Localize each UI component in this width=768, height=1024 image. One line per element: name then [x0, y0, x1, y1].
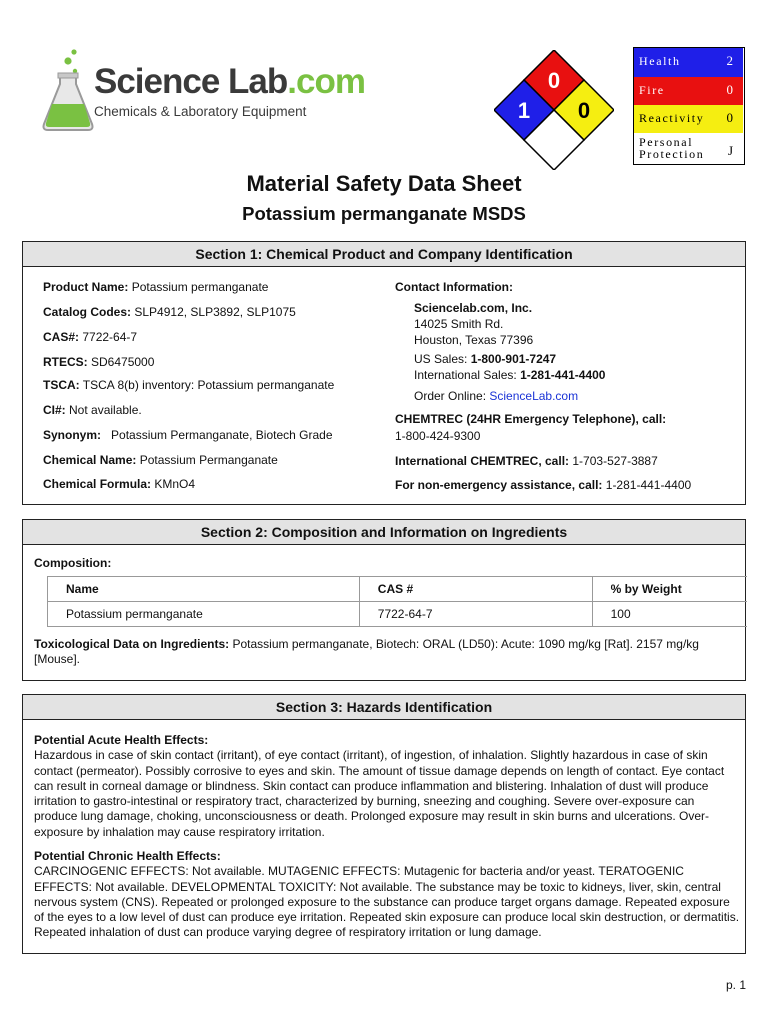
section-2 — [22, 519, 746, 681]
nfpa-health-value: 1 — [517, 98, 531, 123]
chronic-health-effects-label: Potential Chronic Health Effects: — [34, 849, 221, 863]
acute-health-effects-text: Hazardous in case of skin contact (irritant), of eye contact (irritant), of ingestion, of inhalation. Slightly hazardous in case of skin contact (permeator). Possibly corrosive to eyes and skin. The amount of tissue damage depends on length of contact. Eye contact can result in corneal damage or blindness. Skin contact can produce inflammation and blistering. Inhalation of dust will produce irritation to gastro-intestinal or respiratory tract, characterized by burning, sneezing and coughing. Severe over-exposure can produce lung damage, choking, unconsciousness or death. Prolonged exposure may result in skin burns and ulcerations. Over-exposure by inhalation may cause respiratory irritation. — [34, 748, 725, 839]
hmis-health-row — [634, 48, 743, 78]
document-title: Material Safety Data Sheet — [246, 171, 522, 196]
composition-table — [47, 576, 747, 627]
chronic-health-effects — [34, 849, 740, 941]
international-chemtrec: International CHEMTREC, call: 1-703-527-3887 — [395, 454, 658, 468]
nfpa-diamond — [494, 50, 614, 170]
document-subtitle: Potassium permanganate MSDS — [242, 203, 526, 224]
column-header-name: Name — [48, 577, 360, 602]
ingredient-name: Potassium permanganate — [48, 602, 360, 627]
column-header-cas: CAS # — [359, 577, 592, 602]
hmis-reactivity-row — [634, 105, 743, 134]
sciencelab-logo — [20, 46, 365, 136]
section-2-heading: Section 2: Composition and Information on Ingredients — [23, 520, 745, 545]
hmis-health-value: 2 — [726, 53, 733, 68]
page-number: p. 1 — [725, 978, 746, 992]
acute-health-effects — [34, 733, 740, 840]
flask-icon — [38, 46, 98, 132]
chemtrec-label: CHEMTREC (24HR Emergency Telephone), call: — [395, 412, 667, 426]
hmis-ppe-label: Personal Protection — [639, 135, 705, 161]
us-sales: US Sales: 1-800-901-7247 — [414, 352, 557, 366]
synonym: Synonym: Potassium Permanganate, Biotech Grade — [43, 428, 333, 442]
international-sales: International Sales: 1-281-441-4400 — [414, 368, 606, 382]
acute-health-effects-label: Potential Acute Health Effects: — [34, 733, 209, 747]
column-header-weight: % by Weight — [592, 577, 747, 602]
hmis-ppe-value: J — [727, 143, 733, 158]
section-1-heading: Section 1: Chemical Product and Company Identification — [23, 242, 745, 267]
address-line-2: Houston, Texas 77396 — [414, 333, 534, 347]
hmis-fire-label: Fire — [639, 83, 665, 97]
hmis-reactivity-label: Reactivity — [639, 111, 705, 125]
contact-information-label: Contact Information: — [395, 280, 513, 294]
hmis-fire-row — [634, 77, 743, 106]
chemical-name: Chemical Name: Potassium Permanganate — [43, 453, 278, 467]
chronic-health-effects-text: CARCINOGENIC EFFECTS: Not available. MUTAGENIC EFFECTS: Mutagenic for bacteria and/or yeast. TERATOGENIC EFFECTS: Not available. DEVELOPMENTAL TOXICITY: Not available. The substance may be toxic to kidneys, liver, skin, central nervous system (CNS). Repeated or prolonged exposure to the substance can produce target organs damage. Repeated exposure of the eyes to a low level of dust can produce eye irritation. Repeated skin exposure can produce local skin destruction, or dermatitis. Repeated inhalation of dust can produce varying degree of respiratory irritation or lung damage. — [34, 864, 740, 940]
composition-label: Composition: — [34, 556, 112, 570]
hmis-ppe-row — [634, 133, 743, 163]
chemtrec-number: 1-800-424-9300 — [395, 429, 481, 443]
section-1 — [22, 241, 746, 505]
tsca: TSCA: TSCA 8(b) inventory: Potassium permanganate — [43, 378, 335, 392]
hmis-health-label: Health — [639, 54, 681, 68]
hmis-fire-value: 0 — [726, 82, 733, 97]
chemical-formula: Chemical Formula: KMnO4 — [43, 477, 196, 491]
product-name: Product Name: Potassium permanganate — [43, 280, 269, 294]
ingredient-cas: 7722-64-7 — [359, 602, 592, 627]
logo-tagline: Chemicals & Laboratory Equipment — [94, 104, 307, 119]
ci-number: CI#: Not available. — [43, 403, 142, 417]
hmis-reactivity-value: 0 — [726, 110, 733, 125]
company-name: Sciencelab.com, Inc. — [414, 301, 533, 315]
ingredient-weight: 100 — [592, 602, 747, 627]
toxicological-data: Toxicological Data on Ingredients: Potassium permanganate, Biotech: ORAL (LD50): Acute: 1090 mg/kg [Rat]. 2157 mg/kg [Mouse]. — [34, 637, 699, 667]
nfpa-flammability-value: 0 — [547, 68, 561, 93]
section-3-heading: Section 3: Hazards Identification — [23, 695, 745, 720]
rtecs: RTECS: SD6475000 — [43, 355, 155, 369]
section-3 — [22, 694, 746, 954]
table-row — [48, 602, 748, 627]
logo-wordmark: Science Lab.com — [94, 62, 365, 101]
catalog-codes: Catalog Codes: SLP4912, SLP3892, SLP1075 — [43, 305, 296, 319]
non-emergency-assistance: For non-emergency assistance, call: 1-281-441-4400 — [395, 478, 692, 492]
nfpa-reactivity-value: 0 — [577, 98, 591, 123]
cas-number: CAS#: 7722-64-7 — [43, 330, 138, 344]
order-online: Order Online: ScienceLab.com — [414, 389, 579, 403]
address-line-1: 14025 Smith Rd. — [414, 317, 504, 331]
hmis-rating-table — [633, 47, 745, 165]
table-header-row — [48, 577, 748, 602]
order-online-link[interactable]: ScienceLab.com — [489, 389, 579, 403]
